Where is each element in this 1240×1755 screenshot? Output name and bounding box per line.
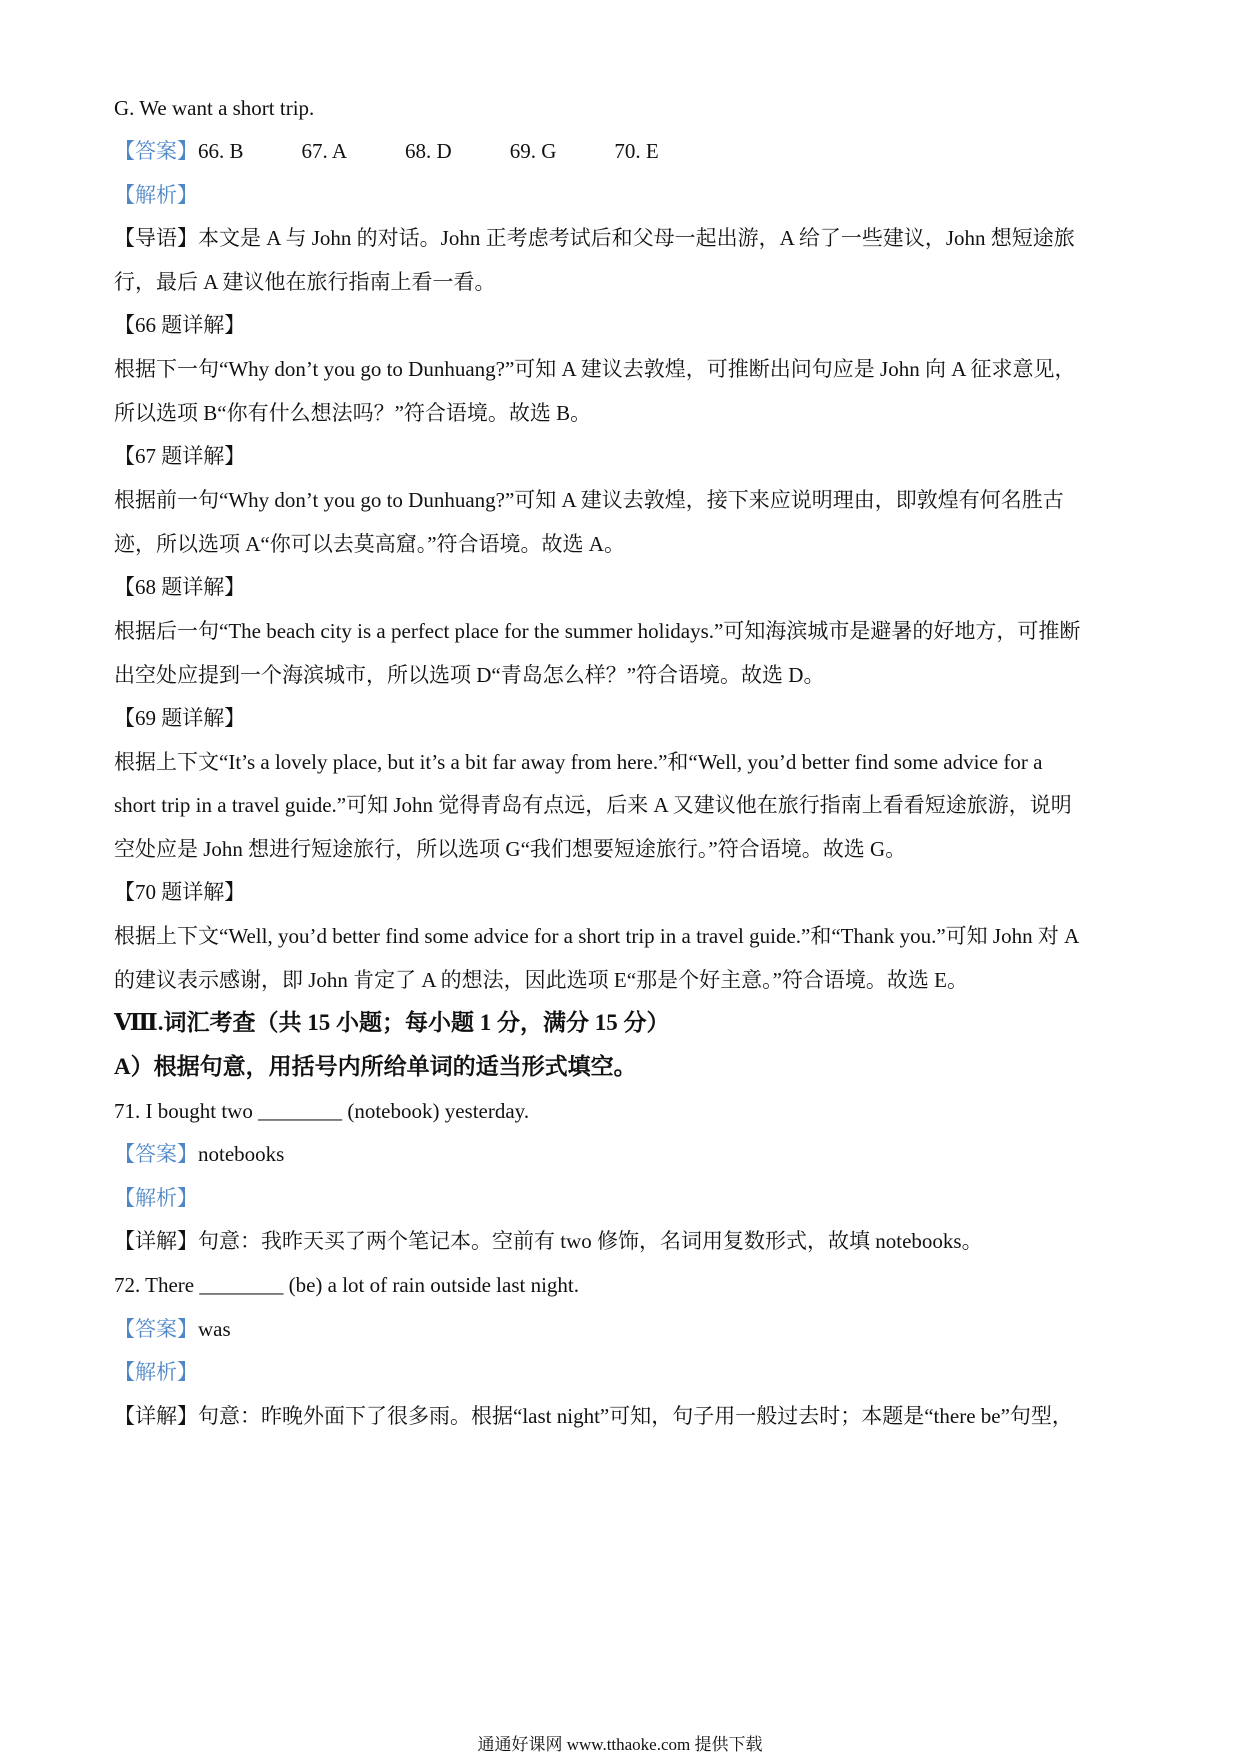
answer-71-row <box>114 1140 1134 1168</box>
q67-line-1: 根据前一句“Why don’t you go to Dunhuang?”可知 A 建议去敦煌，接下来应说明理由，即敦煌有何名胜古 <box>114 488 1064 512</box>
q69-heading: 【69 题详解】 <box>114 706 246 730</box>
answer-69: 69. G <box>509 139 557 163</box>
section-heading-a: A）根据句意，用括号内所给单词的适当形式填空。 <box>114 1054 637 1079</box>
q69-line-2: short trip in a travel guide.”可知 John 觉得青岛有点远，后来 A 又建议他在旅行指南上看看短途旅游，说明 <box>114 793 1072 817</box>
question-72: 72. There ________ (be) a lot of rain outside last night. <box>114 1273 580 1297</box>
q66-line-1: 根据下一句“Why don’t you go to Dunhuang?”可知 A 建议去敦煌，可推断出问句应是 John 向 A 征求意见， <box>114 357 1076 381</box>
answer-72: was <box>198 1317 231 1341</box>
section-heading-viii: Ⅷ.词汇考查（共 15 小题；每小题 1 分，满分 15 分） <box>114 1010 670 1035</box>
q67-line-2: 迹，所以选项 A“你可以去莫高窟。”符合语境。故选 A。 <box>114 532 625 556</box>
answer-tag: 【答案】 <box>114 1142 198 1166</box>
answer-72-row <box>114 1315 1134 1343</box>
q70-line-2: 的建议表示感谢，即 John 肯定了 A 的想法，因此选项 E“那是个好主意。”符合语境。故选 E。 <box>114 968 968 992</box>
detail-72: 【详解】句意：昨晚外面下了很多雨。根据“last night”可知，句子用一般过去时；本题是“there be”句型， <box>114 1404 1073 1428</box>
q66-heading: 【66 题详解】 <box>114 313 246 337</box>
analysis-71-tag: 【解析】 <box>114 1186 198 1210</box>
q68-line-1: 根据后一句“The beach city is a perfect place for the summer holidays.”可知海滨城市是避暑的好地方，可推断 <box>114 619 1081 643</box>
detail-71: 【详解】句意：我昨天买了两个笔记本。空前有 two 修饰，名词用复数形式，故填 notebooks。 <box>114 1229 983 1253</box>
option-g: G. We want a short trip. <box>114 96 315 120</box>
answer-tag: 【答案】 <box>114 139 198 163</box>
intro-line-1 <box>114 224 1134 252</box>
q68-heading: 【68 题详解】 <box>114 575 246 599</box>
intro-tag: 【导语】 <box>114 226 198 250</box>
intro-text: 本文是 A 与 John 的对话。John 正考虑考试后和父母一起出游，A 给了一些建议，John 想短途旅 <box>198 226 1075 250</box>
answer-tag: 【答案】 <box>114 1317 198 1341</box>
question-71: 71. I bought two ________ (notebook) yesterday. <box>114 1099 530 1123</box>
q70-line-1: 根据上下文“Well, you’d better find some advice for a short trip in a travel guide.”和“Thank you.”可知 John 对 A <box>114 924 1080 948</box>
q68-line-2: 出空处应提到一个海滨城市，所以选项 D“青岛怎么样？”符合语境。故选 D。 <box>114 663 825 687</box>
intro-line-2: 行，最后 A 建议他在旅行指南上看一看。 <box>114 270 496 294</box>
analysis-72-tag: 【解析】 <box>114 1360 198 1384</box>
answer-70: 70. E <box>614 139 659 163</box>
q67-heading: 【67 题详解】 <box>114 444 246 468</box>
q70-heading: 【70 题详解】 <box>114 880 246 904</box>
answer-66: 66. B <box>198 139 244 163</box>
answer-row-66-70 <box>114 137 1134 165</box>
page-footer: 通通好课网 www.tthaoke.com 提供下载 <box>477 1735 763 1754</box>
answer-67: 67. A <box>301 139 348 163</box>
q69-line-3: 空处应是 John 想进行短途旅行，所以选项 G“我们想要短途旅行。”符合语境。故选 G。 <box>114 837 907 861</box>
answer-68: 68. D <box>405 139 452 163</box>
answer-71: notebooks <box>198 1142 285 1166</box>
analysis-tag: 【解析】 <box>114 183 198 207</box>
q69-line-1: 根据上下文“It’s a lovely place, but it’s a bit far away from here.”和“Well, you’d better find some advice for a <box>114 750 1043 774</box>
q66-line-2: 所以选项 B“你有什么想法吗？”符合语境。故选 B。 <box>114 401 592 425</box>
